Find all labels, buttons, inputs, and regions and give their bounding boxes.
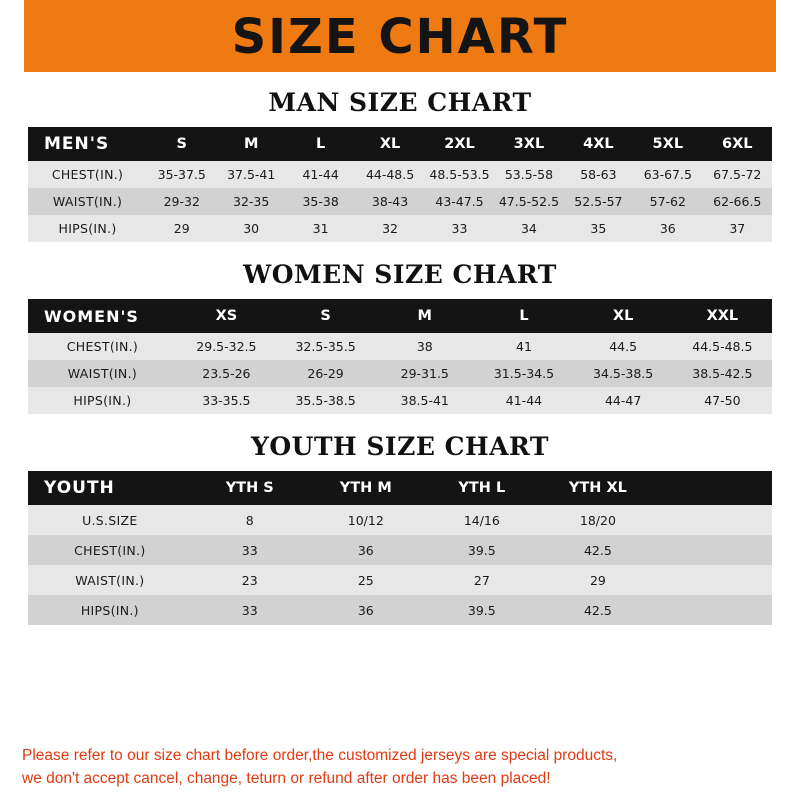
youth-col-l: YTH L (458, 480, 506, 496)
table-row (28, 595, 772, 625)
table-cell: 27 (473, 572, 490, 588)
table-cell: 37.5-41 (227, 167, 276, 182)
men-col-2xl: 2XL (444, 136, 475, 152)
table-cell: 39.5 (467, 542, 496, 558)
table-cell: 52.5-57 (574, 194, 623, 209)
youth-waist-label: WAIST(IN.) (75, 572, 145, 588)
table-cell: 41-44 (302, 167, 339, 182)
table-cell: 41 (516, 339, 532, 354)
table-cell: 33 (451, 221, 468, 236)
men-col-s: S (176, 136, 187, 152)
table-cell-empty (656, 595, 772, 625)
women-header-label: WOMEN'S (44, 306, 139, 326)
table-cell: 30 (243, 221, 260, 236)
table-cell: 57-62 (649, 194, 686, 209)
table-header-row (28, 471, 772, 505)
youth-ussize-label: U.S.SIZE (82, 512, 138, 528)
table-cell: 53.5-58 (504, 167, 554, 182)
youth-size-table (28, 471, 772, 625)
header-right-margin (776, 0, 800, 72)
men-header-label: MEN'S (44, 134, 110, 154)
table-cell: 35 (590, 221, 607, 236)
women-col-xl: XL (612, 308, 634, 324)
table-row (28, 565, 772, 595)
table-cell-empty (656, 565, 772, 595)
header-banner (0, 0, 800, 72)
youth-col-xl: YTH XL (568, 480, 627, 496)
chart-content (0, 72, 800, 730)
women-waist-label: WAIST(IN.) (67, 366, 138, 381)
men-col-6xl: 6XL (722, 136, 753, 152)
table-cell: 26-29 (307, 366, 344, 381)
table-cell: 29 (173, 221, 190, 236)
men-chest-label: CHEST(IN.) (51, 167, 124, 182)
women-chest-label: CHEST(IN.) (66, 339, 139, 354)
disclaimer-line-2: we don't accept cancel, change, teturn or refund after order has been placed! (22, 769, 551, 787)
table-cell: 31.5-34.5 (493, 366, 555, 381)
table-cell: 48.5-53.5 (429, 167, 490, 182)
table-cell: 29-32 (163, 194, 200, 209)
table-cell: 29.5-32.5 (196, 339, 257, 354)
table-cell: 47.5-52.5 (498, 194, 560, 209)
women-table-head (28, 299, 772, 333)
table-cell: 47-50 (704, 393, 741, 408)
table-cell: 67.5-72 (713, 167, 762, 182)
women-col-xs: XS (215, 308, 238, 324)
women-col-s: S (320, 308, 331, 324)
table-cell: 33 (241, 602, 258, 618)
header-left-margin (0, 0, 24, 72)
table-cell: 36 (659, 221, 676, 236)
table-row (28, 188, 772, 215)
youth-chest-label: CHEST(IN.) (74, 542, 146, 558)
men-col-m: M (243, 136, 259, 152)
table-cell: 35-37.5 (157, 167, 206, 182)
men-col-3xl: 3XL (513, 136, 545, 152)
women-col-l: L (519, 308, 529, 324)
table-cell: 36 (357, 602, 374, 618)
table-row (28, 333, 772, 360)
table-header-row (28, 299, 772, 333)
table-row (28, 505, 772, 535)
table-cell: 29 (589, 572, 606, 588)
disclaimer-line-1: Please refer to our size chart before order,the customized jerseys are special products, (22, 746, 618, 764)
table-cell: 14/16 (463, 512, 500, 528)
table-cell: 32.5-35.5 (295, 339, 356, 354)
table-cell: 43-47.5 (435, 194, 484, 209)
table-cell: 63-67.5 (643, 167, 692, 182)
youth-col-m: YTH M (339, 480, 392, 496)
men-col-4xl: 4XL (583, 136, 614, 152)
youth-table-head (28, 471, 772, 505)
table-cell: 31 (312, 221, 329, 236)
table-cell: 58-63 (580, 167, 617, 182)
table-row (28, 215, 772, 242)
table-cell: 38 (416, 339, 433, 354)
table-cell: 10/12 (347, 512, 384, 528)
table-cell: 25 (357, 572, 374, 588)
table-row (28, 535, 772, 565)
women-col-xxl: XXL (706, 308, 739, 324)
table-cell: 44.5 (609, 339, 638, 354)
table-cell: 32 (382, 221, 399, 236)
table-cell: 8 (245, 512, 254, 528)
men-col-5xl: 5XL (652, 136, 684, 152)
women-table-body (28, 333, 772, 414)
table-cell: 23.5-26 (202, 366, 251, 381)
youth-col-spacer (656, 471, 772, 505)
table-cell: 36 (357, 542, 374, 558)
youth-hips-label: HIPS(IN.) (80, 602, 139, 618)
table-cell: 42.5 (583, 602, 612, 618)
youth-col-s: YTH S (225, 480, 274, 496)
disclaimer-note (0, 730, 800, 800)
table-cell: 35.5-38.5 (295, 393, 356, 408)
table-cell: 29-31.5 (400, 366, 449, 381)
table-cell: 41-44 (505, 393, 543, 408)
youth-section-title: YOUTH SIZE CHART (251, 432, 549, 461)
table-row (28, 161, 772, 188)
table-cell: 38.5-42.5 (692, 366, 753, 381)
men-table-head (28, 127, 772, 161)
table-cell: 39.5 (467, 602, 496, 618)
table-cell: 44-47 (604, 393, 642, 408)
men-hips-label: HIPS(IN.) (58, 221, 117, 236)
youth-table-body (28, 505, 772, 625)
table-cell: 23 (241, 572, 258, 588)
table-cell: 38-43 (371, 194, 409, 209)
table-cell: 44.5-48.5 (692, 339, 753, 354)
table-cell: 32-35 (233, 194, 270, 209)
table-cell: 35-38 (302, 194, 339, 209)
table-cell-empty (656, 505, 772, 535)
men-size-table (28, 127, 772, 242)
men-waist-label: WAIST(IN.) (52, 194, 123, 209)
table-row (28, 360, 772, 387)
table-row (28, 387, 772, 414)
women-size-table (28, 299, 772, 414)
men-col-l: L (316, 136, 326, 152)
table-cell: 44-48.5 (365, 167, 415, 182)
men-col-xl: XL (379, 136, 401, 152)
men-section-title: MAN SIZE CHART (268, 88, 532, 117)
table-cell: 37 (729, 221, 746, 236)
table-cell: 62-66.5 (713, 194, 762, 209)
page-title: SIZE CHART (231, 9, 569, 65)
table-cell: 34 (520, 221, 537, 236)
table-cell: 33-35.5 (202, 393, 251, 408)
table-header-row (28, 127, 772, 161)
table-cell: 18/20 (579, 512, 616, 528)
table-cell: 38.5-41 (400, 393, 449, 408)
table-cell: 34.5-38.5 (593, 366, 654, 381)
table-cell: 42.5 (583, 542, 612, 558)
table-cell-empty (656, 535, 772, 565)
women-col-m: M (417, 308, 432, 324)
women-hips-label: HIPS(IN.) (73, 393, 132, 408)
women-section-title: WOMEN SIZE CHART (243, 260, 557, 289)
table-cell: 33 (241, 542, 258, 558)
men-table-body (28, 161, 772, 242)
youth-header-label: YOUTH (44, 478, 115, 498)
